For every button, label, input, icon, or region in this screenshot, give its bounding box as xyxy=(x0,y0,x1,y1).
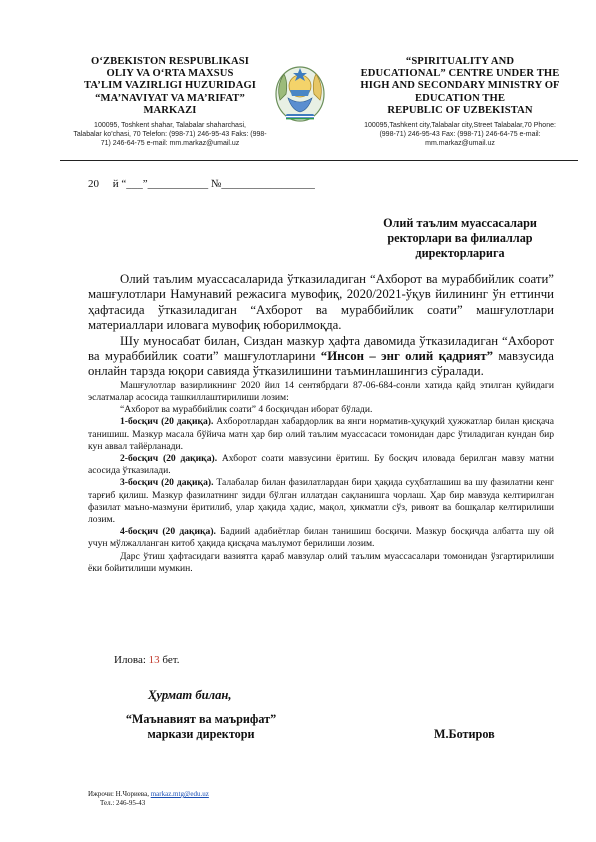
stage-4: 4-босқич (20 дақиқа). Бадиий адабиётлар билан танишиш босқичи. Мазкур босқичда албатта шу ой учун мўлжалланган китоб ҳақида қисқача маълумот берилиши лозим. xyxy=(88,526,554,550)
signatory-title: “Маънавият ва маърифат” маркази директори xyxy=(125,712,277,741)
stage-2: 2-босқич (20 дақиқа). Ахборот соати мавзусини ёритиш. Бу босқич иловада берилган мавзу матни асосида ўтказилади. xyxy=(88,453,554,477)
letterhead xyxy=(0,56,596,160)
paragraph-request: Шу муносабат билан, Сиздан мазкур ҳафта давомида ўтказиладиган “Ахборот ва мураббийлик соати” машғулотларини “Инсон – энг олий қадрият” мавзусида онлайн тарзда юқори савияда ўтказилишини таъминлашингиз сўралади. xyxy=(88,333,554,379)
signatory-name: М.Ботиров xyxy=(434,727,495,741)
org-name-uz: O‘ZBEKISTON RESPUBLIKASI OLIY VA O‘RTA MAXSUS TA’LIM VAZIRLIGI HUZURIDAGI “MA’NAVIYAT VA MA’RIFAT” MARKAZI xyxy=(83,56,257,116)
address-en: 100095,Tashkent city,Talabalar city,Street Talabalar,70 Phone: (998-71) 246-95-43 Fax: (998-71) 246-64-75 e-mail: mm.markaz@umail.uz xyxy=(364,122,556,148)
letterhead-left xyxy=(60,56,280,148)
attachment-note: Илова: 13 бет. xyxy=(114,654,180,666)
paragraph-note: Дарс ўтиш ҳафтасидаги вазиятга қараб мавзулар олий таълим муассасалари томонидан ўзгартирилиши ёки бойитилиши мумкин. xyxy=(88,550,554,574)
letterhead-right xyxy=(340,56,580,148)
addressee: Олий таълим муассасалари ректорлари ва филиаллар директорларига xyxy=(383,216,537,260)
stage-1: 1-босқич (20 дақиқа). Ахборотлардан хабардорлик ва янги норматив-ҳуқуқий ҳужжатлар билан қисқача танишиш. Мазкур масала бўйича матн ҳар бир олий таълим муассасаси томонидан дарс ўтиладиган кундан бир кун аввал тайёрланади. xyxy=(88,416,554,452)
org-name-en: “SPIRITUALITY AND EDUCATIONAL” CENTRE UNDER THE HIGH AND SECONDARY MINISTRY OF EDUCATION THE REPUBLIC OF UZBEKISTAN xyxy=(360,56,560,116)
closing-phrase: Ҳурмат билан, xyxy=(148,688,232,702)
letter-body xyxy=(88,272,554,575)
reference-line: 20 й “___”___________ №_________________ xyxy=(88,178,315,190)
executor-phone: Тел.: 246-95-43 xyxy=(100,799,146,807)
paragraph-basis: Машғулотлар вазирликнинг 2020 йил 14 сентябрдаги 87-06-684-сонли хатида қайд этилган қуйидаги эслатмалар асосида ташкиллаштирилиши лозим: xyxy=(88,379,554,404)
footer-executor: Ижрочи: Н.Чориева, markaz.mtg@edu.uz Тел.: 246-95-43 xyxy=(88,790,209,807)
address-uz: 100095, Toshkent shahar, Talabalar shaharchasi, Talabalar ko’chasi, 70 Telefon: (998-71) 246-95-43 Faks: (998- 71) 246-64-75 e-mail: mm.markaz@umail.uz xyxy=(73,122,267,148)
stage-3: 3-босқич (20 дақиқа). Талабалар билан фазилатлардан бири ҳақида суҳбатлашиш ва шу фазилатни кенг тарғиб қилиш. Мазкур фазилатнинг зидди бўлган иллатдан сақланишга чорлаш. Ҳар бир мавзуда келтирилган фазилат маъно-мазмуни ёритилиб, улар ҳақида ҳадис, мақол, ҳикматли сўз, ривоят ва бошқалар келтирилиши лозим. xyxy=(88,477,554,526)
paragraph-stages: “Ахборот ва мураббийлик соати” 4 босқичдан иборат бўлади. xyxy=(120,404,373,416)
letterhead-divider xyxy=(60,160,578,161)
executor-email-link[interactable]: markaz.mtg@edu.uz xyxy=(150,790,209,798)
uzbekistan-state-emblem-icon xyxy=(272,60,328,124)
paragraph-intro: Олий таълим муассасаларида ўтказиладиган “Ахборот ва мураббийлик соати” машғулотлари Намунавий режасига мувофиқ, 2020/2021-ўқув йилининг ўн еттинчи ҳафтасида ўтказиладиган “Ахборот ва мураббийлик соати” машғулотлари материаллари иловага мувофиқ юборилмоқда. xyxy=(88,272,554,333)
